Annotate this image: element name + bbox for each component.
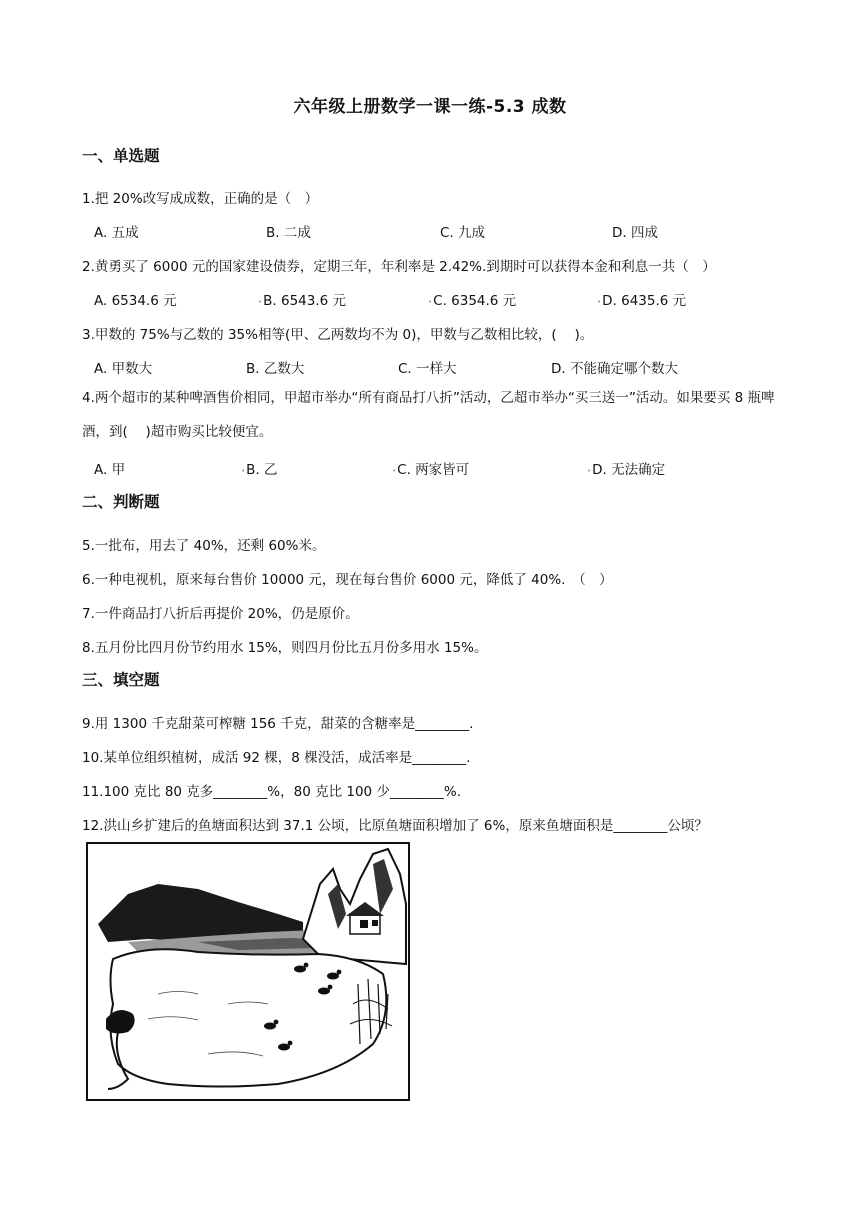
question-4-option-b[interactable] <box>241 458 278 478</box>
question-2-option-d[interactable] <box>597 289 686 309</box>
question-9: 9.用 1300 千克甜菜可榨糖 156 千克，甜菜的含糖率是________. <box>82 716 474 732</box>
question-5: 5.一批布，用去了 40%，还剩 60%米。 <box>82 538 326 554</box>
question-4-option-b-label: B. 乙 <box>246 462 278 478</box>
question-4-option-a[interactable]: A. 甲 <box>94 462 126 478</box>
question-1-option-a[interactable]: A. 五成 <box>94 225 139 241</box>
question-4: 4.两个超市的某种啤酒售价相同，甲超市举办“所有商品打八折”活动，乙超市举办“买三送一”活动。如果要买 8 瓶啤酒，到( )超市购买比较便宜。 <box>82 390 775 440</box>
question-8: 8.五月份比四月份节约用水 15%，则四月份比五月份多用水 15%。 <box>82 640 488 656</box>
question-2: 2.黄勇买了 6000 元的国家建设债券，定期三年，年利率是 2.42%.到期时可以获得本金和利息一共（ ） <box>82 259 716 275</box>
bullet-icon: • <box>258 298 263 306</box>
bullet-icon: • <box>428 298 433 306</box>
bullet-icon: • <box>587 467 592 475</box>
question-4-option-c[interactable] <box>392 458 469 478</box>
section-heading-single-choice: 一、单选题 <box>82 147 160 165</box>
bullet-icon: • <box>597 298 602 306</box>
question-3-option-c[interactable]: C. 一样大 <box>398 361 457 377</box>
question-1: 1.把 20%改写成成数，正确的是（ ） <box>82 191 319 207</box>
question-10: 10.某单位组织植树，成活 92 棵，8 棵没活，成活率是________. <box>82 750 471 766</box>
question-3-option-d[interactable]: D. 不能确定哪个数大 <box>551 361 678 377</box>
fish-pond-drawing <box>88 844 408 1099</box>
question-3-option-b[interactable]: B. 乙数大 <box>246 361 305 377</box>
question-2-option-b-label: B. 6543.6 元 <box>263 293 347 309</box>
question-1-option-c[interactable]: C. 九成 <box>440 225 486 241</box>
question-2-option-b[interactable] <box>258 289 346 309</box>
question-6: 6.一种电视机，原来每台售价 10000 元，现在每台售价 6000 元，降低了 40%. （ ） <box>82 572 613 588</box>
question-3-option-a[interactable]: A. 甲数大 <box>94 361 153 377</box>
section-heading-fill-blank: 三、填空题 <box>82 671 160 689</box>
question-2-option-d-label: D. 6435.6 元 <box>602 293 687 309</box>
bullet-icon: • <box>392 467 397 475</box>
question-7: 7.一件商品打八折后再提价 20%，仍是原价。 <box>82 606 359 622</box>
question-12: 12.洪山乡扩建后的鱼塘面积达到 37.1 公顷，比原鱼塘面积增加了 6%，原来鱼塘面积是________公顷？ <box>82 818 708 834</box>
question-11: 11.100 克比 80 克多________%，80 克比 100 少________%. <box>82 784 462 800</box>
question-4-option-d-label: D. 无法确定 <box>592 462 666 478</box>
question-2-option-a[interactable]: A. 6534.6 元 <box>94 293 177 309</box>
bullet-icon: • <box>241 467 246 475</box>
question-1-option-d[interactable]: D. 四成 <box>612 225 658 241</box>
question-4-option-c-label: C. 两家皆可 <box>397 462 470 478</box>
page-title: 六年级上册数学一课一练-5.3 成数 <box>293 97 567 117</box>
question-4-option-d[interactable] <box>587 458 665 478</box>
fish-pond-illustration <box>86 842 410 1101</box>
question-3: 3.甲数的 75%与乙数的 35%相等(甲、乙两数均不为 0)，甲数与乙数相比较，( )。 <box>82 327 594 343</box>
question-1-option-b[interactable]: B. 二成 <box>266 225 311 241</box>
question-2-option-c-label: C. 6354.6 元 <box>433 293 517 309</box>
section-heading-true-false: 二、判断题 <box>82 493 160 511</box>
question-2-option-c[interactable] <box>428 289 516 309</box>
